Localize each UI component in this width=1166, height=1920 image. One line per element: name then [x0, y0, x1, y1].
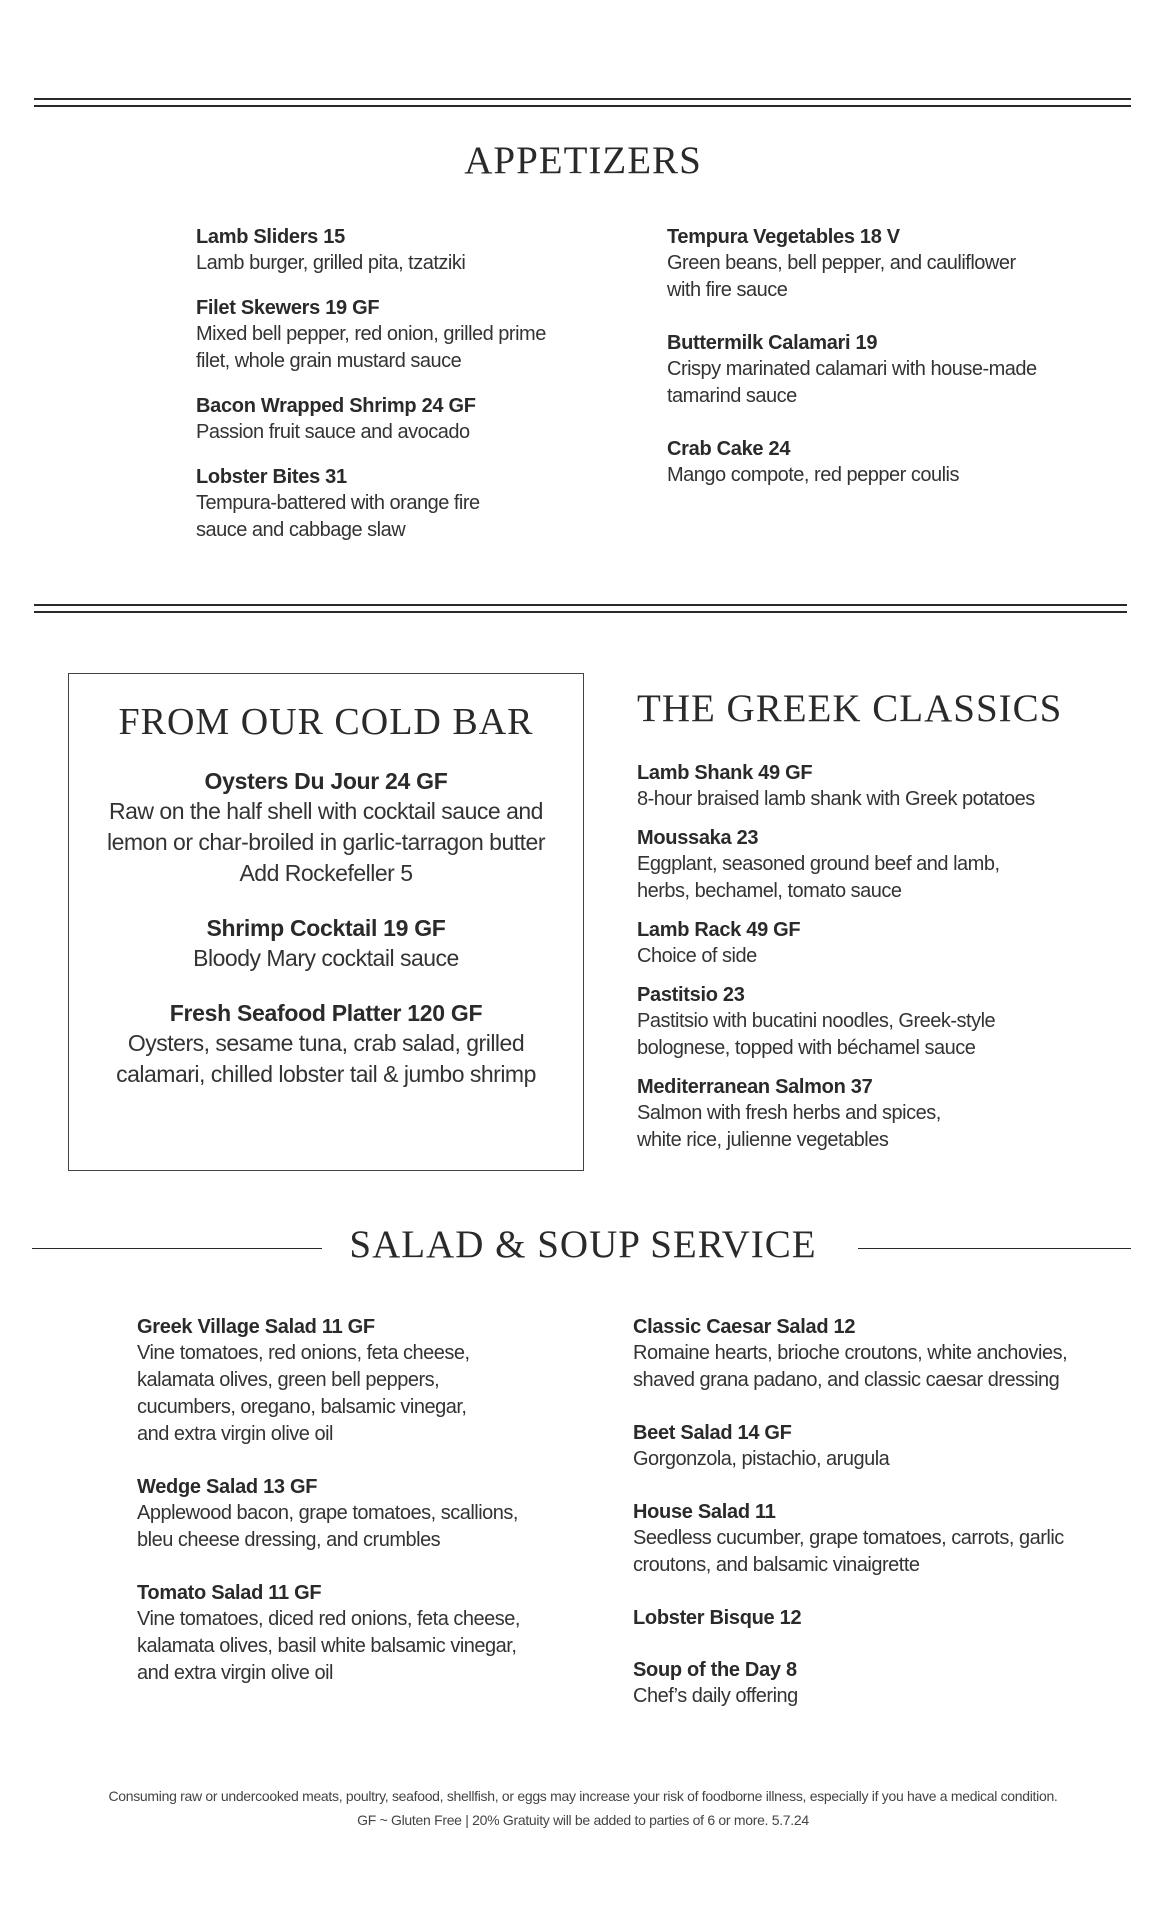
list-item [667, 436, 1107, 489]
greek-classics-title: THE GREEK CLASSICS [637, 687, 1063, 730]
list-item [637, 917, 1107, 970]
footer-line-2: GF ~ Gluten Free | 20% Gratuity will be added to parties of 6 or more. 5.7.24 [357, 1812, 809, 1828]
list-item [667, 330, 1107, 410]
item-description: Mango compote, red pepper coulis [667, 464, 959, 486]
item-description: Pastitsio with bucatini noodles, Greek-style bolognese, topped with béchamel sauce [637, 1010, 996, 1059]
list-item [196, 464, 616, 544]
item-description: Eggplant, seasoned ground beef and lamb, herbs, bechamel, tomato sauce [637, 853, 1000, 902]
salad-soup-title: SALAD & SOUP SERVICE [349, 1223, 817, 1266]
item-name: Crab Cake 24 [667, 438, 791, 460]
item-description: Bloody Mary cocktail sauce [193, 945, 459, 971]
item-name: Lamb Shank 49 GF [637, 762, 813, 784]
item-description: Tempura-battered with orange fire sauce and cabbage slaw [196, 492, 480, 541]
cold-bar-title: FROM OUR COLD BAR [118, 701, 534, 743]
item-name: Shrimp Cocktail 19 GF [206, 915, 446, 941]
list-item [196, 393, 616, 446]
list-item [196, 295, 616, 375]
list-item [667, 224, 1107, 304]
item-name: Tomato Salad 11 GF [137, 1582, 322, 1604]
item-name: Soup of the Day 8 [633, 1659, 797, 1681]
item-description: Vine tomatoes, diced red onions, feta cheese, kalamata olives, basil white balsamic vinegar, and extra virgin olive oil [137, 1608, 520, 1684]
appetizers-title: APPETIZERS [464, 139, 702, 182]
item-description: Crispy marinated calamari with house-made tamarind sauce [667, 358, 1037, 407]
list-item [69, 766, 583, 889]
item-name: Wedge Salad 13 GF [137, 1476, 318, 1498]
item-name: Classic Caesar Salad 12 [633, 1316, 856, 1338]
item-name: Beet Salad 14 GF [633, 1422, 792, 1444]
list-item [633, 1605, 1133, 1631]
item-description: Mixed bell pepper, red onion, grilled prime filet, whole grain mustard sauce [196, 323, 546, 372]
list-item [196, 224, 616, 277]
list-item [637, 760, 1107, 813]
item-description: Lamb burger, grilled pita, tzatziki [196, 252, 466, 274]
item-description: Green beans, bell pepper, and cauliflower with fire sauce [667, 252, 1016, 301]
salad-title-rule-right [858, 1248, 1131, 1249]
list-item [633, 1314, 1133, 1394]
item-description: Raw on the half shell with cocktail sauce and lemon or char-broiled in garlic-tarragon butter Add Rockefeller 5 [107, 798, 545, 886]
item-name: Moussaka 23 [637, 827, 759, 849]
item-name: Lobster Bisque 12 [633, 1607, 802, 1629]
item-description: Applewood bacon, grape tomatoes, scallions, bleu cheese dressing, and crumbles [137, 1502, 518, 1551]
item-name: Lamb Rack 49 GF [637, 919, 801, 941]
item-description: Romaine hearts, brioche croutons, white anchovies, shaved grana padano, and classic caesar dressing [633, 1342, 1068, 1391]
item-name: Mediterranean Salmon 37 [637, 1076, 873, 1098]
item-description: Vine tomatoes, red onions, feta cheese, kalamata olives, green bell peppers, cucumbers, oregano, balsamic vinegar, and extra virgin olive oil [137, 1342, 470, 1445]
item-name: Tempura Vegetables 18 V [667, 226, 900, 248]
item-description: Passion fruit sauce and avocado [196, 421, 470, 443]
list-item [637, 825, 1107, 905]
list-item [633, 1657, 1133, 1710]
cold-bar-box [68, 673, 584, 1171]
item-name: Filet Skewers 19 GF [196, 297, 380, 319]
item-name: Fresh Seafood Platter 120 GF [169, 1000, 483, 1026]
salad-soup-right-column [633, 1314, 1133, 1728]
list-item [69, 913, 583, 974]
greek-classics-column [637, 760, 1107, 1172]
item-description: Gorgonzola, pistachio, arugula [633, 1448, 890, 1470]
item-name: Greek Village Salad 11 GF [137, 1316, 375, 1338]
appetizers-right-column [667, 224, 1107, 507]
item-name: Buttermilk Calamari 19 [667, 332, 878, 354]
list-item [633, 1420, 1133, 1473]
footer-line-1: Consuming raw or undercooked meats, poultry, seafood, shellfish, or eggs may increase your risk of foodborne illness, especially if you have a medical condition. [108, 1788, 1058, 1804]
list-item [633, 1499, 1133, 1579]
item-description: 8-hour braised lamb shank with Greek potatoes [637, 788, 1035, 810]
item-name: Pastitsio 23 [637, 984, 745, 1006]
item-description: Oysters, sesame tuna, crab salad, grilled calamari, chilled lobster tail & jumbo shrimp [116, 1030, 536, 1087]
footer-disclaimer [0, 1784, 1166, 1832]
item-description: Salmon with fresh herbs and spices, white rice, julienne vegetables [637, 1102, 941, 1151]
item-name: Oysters Du Jour 24 GF [204, 768, 448, 794]
list-item [137, 1314, 577, 1448]
item-description: Chef’s daily offering [633, 1685, 798, 1707]
item-description: Choice of side [637, 945, 757, 967]
list-item [637, 1074, 1107, 1154]
list-item [637, 982, 1107, 1062]
item-name: House Salad 11 [633, 1501, 776, 1523]
list-item [137, 1474, 577, 1554]
item-description: Seedless cucumber, grape tomatoes, carrots, garlic croutons, and balsamic vinaigrette [633, 1527, 1064, 1576]
item-name: Bacon Wrapped Shrimp 24 GF [196, 395, 476, 417]
item-name: Lamb Sliders 15 [196, 226, 345, 248]
salad-soup-left-column [137, 1314, 577, 1705]
item-name: Lobster Bites 31 [196, 466, 347, 488]
list-item [69, 998, 583, 1090]
appetizers-left-column [196, 224, 616, 562]
list-item [137, 1580, 577, 1687]
